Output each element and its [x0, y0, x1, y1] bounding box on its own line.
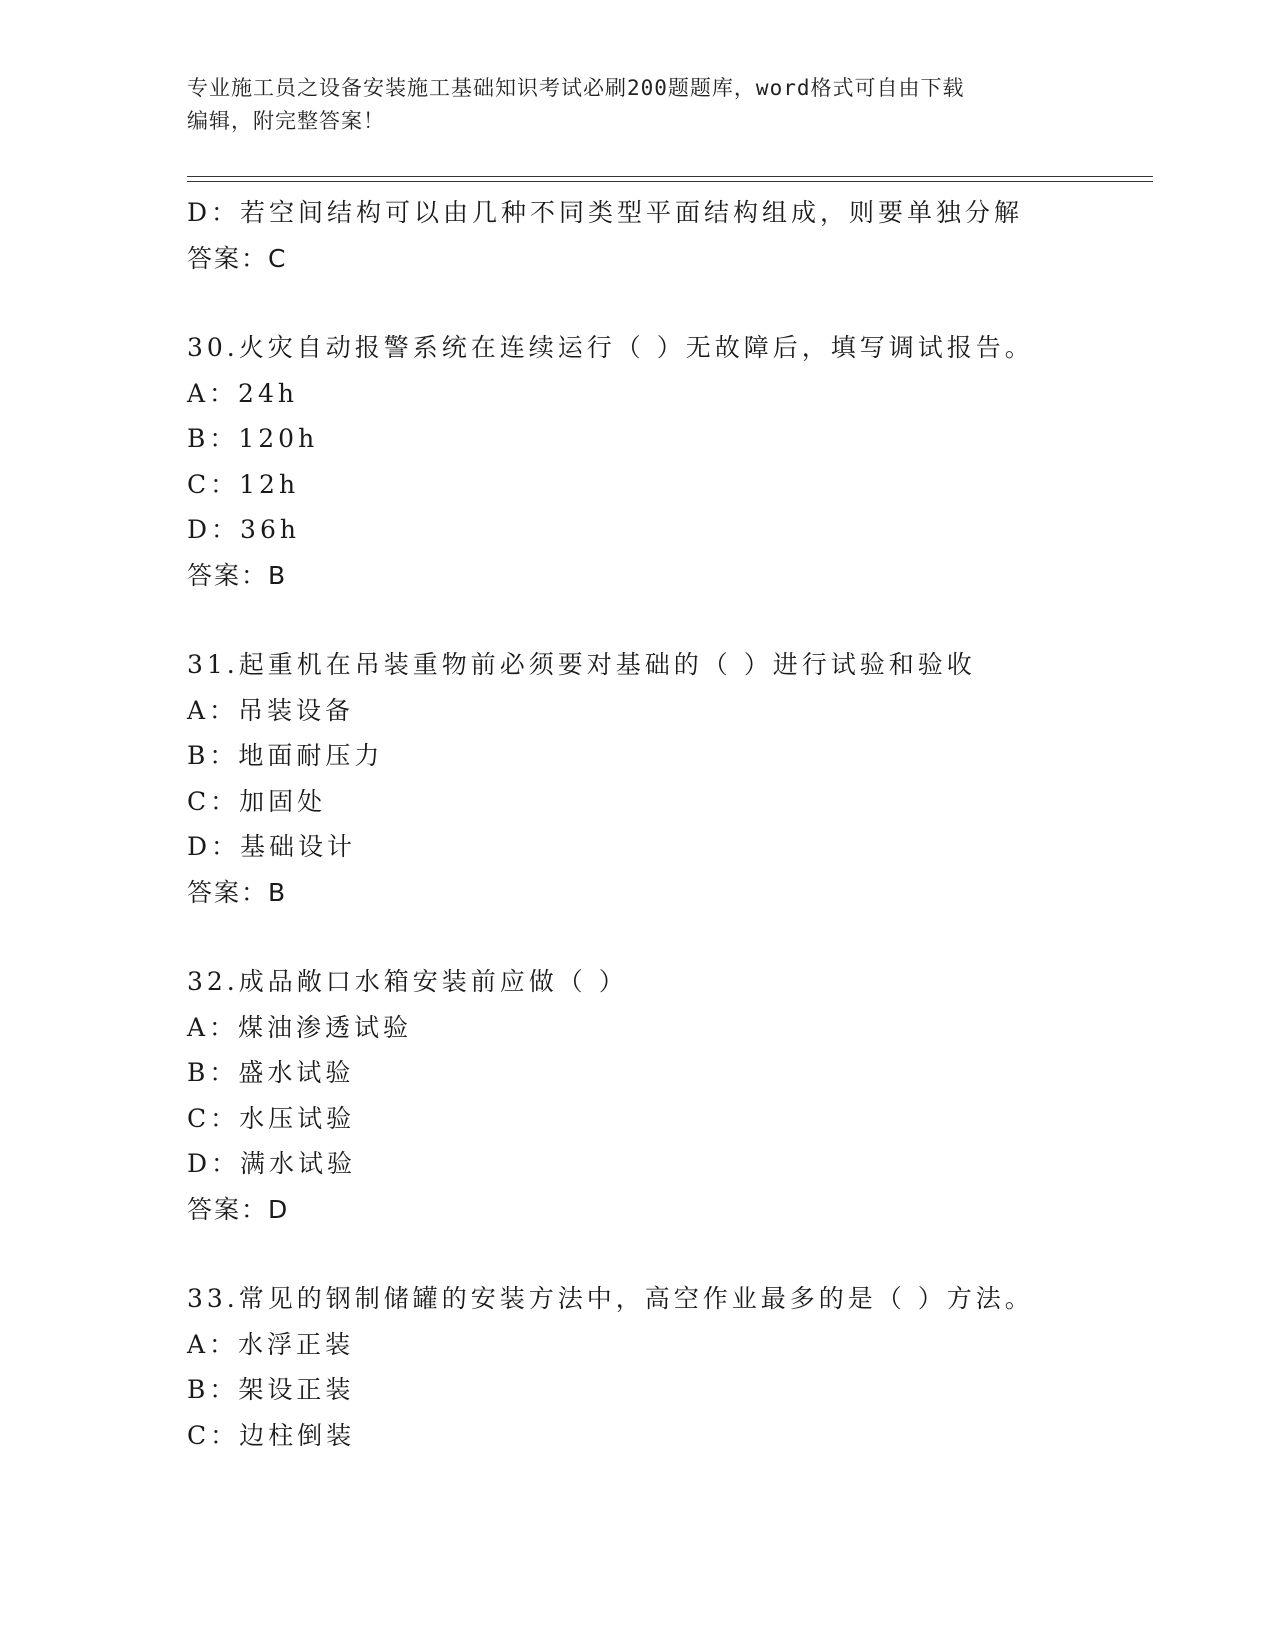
option-b: B：120h	[187, 424, 319, 453]
question-text: 31.起重机在吊装重物前必须要对基础的（ ）进行试验和验收	[187, 650, 976, 679]
question-text: 32.成品敞口水箱安装前应做（ ）	[187, 967, 628, 996]
answer-line: 答案：B	[187, 560, 288, 590]
answer-line: 答案：C	[187, 243, 288, 273]
header-divider-bottom	[187, 181, 1153, 182]
option-c: C：水压试验	[187, 1103, 356, 1133]
header-line-1: 专业施工员之设备安装施工基础知识考试必刷200题题库，word格式可自由下载	[187, 76, 965, 100]
answer-line: 答案：D	[187, 1194, 290, 1224]
option-c: C：边柱倒装	[187, 1420, 356, 1450]
question-block-33	[187, 1276, 1153, 1458]
question-block-31	[187, 642, 1153, 915]
option-d: D：满水试验	[187, 1149, 357, 1178]
option-d: D：若空间结构可以由几种不同类型平面结构组成，则要单独分解	[187, 198, 1024, 227]
option-b: B：架设正装	[187, 1375, 355, 1404]
option-a: A：吊装设备	[187, 695, 355, 725]
document-header	[187, 72, 1087, 138]
option-c: C：加固处	[187, 786, 327, 816]
question-text: 33.常见的钢制储罐的安装方法中，高空作业最多的是（ ）方法。	[187, 1284, 1034, 1313]
question-block-32	[187, 959, 1153, 1232]
header-line-2: 编辑，附完整答案！	[187, 109, 385, 133]
answer-line: 答案：B	[187, 877, 288, 907]
option-c: C：12h	[187, 469, 300, 499]
option-d: D：36h	[187, 515, 300, 544]
question-list	[187, 190, 1153, 1458]
question-text: 30.火灾自动报警系统在连续运行（ ）无故障后，填写调试报告。	[187, 333, 1034, 362]
option-a: A：煤油渗透试验	[187, 1012, 413, 1042]
header-divider-top	[187, 176, 1153, 177]
option-a: A：24h	[187, 378, 298, 408]
option-d: D：基础设计	[187, 832, 357, 861]
option-a: A：水浮正装	[187, 1329, 355, 1359]
option-b: B：盛水试验	[187, 1058, 355, 1087]
question-block-previous	[187, 190, 1153, 281]
option-b: B：地面耐压力	[187, 741, 384, 770]
question-block-30	[187, 325, 1153, 598]
